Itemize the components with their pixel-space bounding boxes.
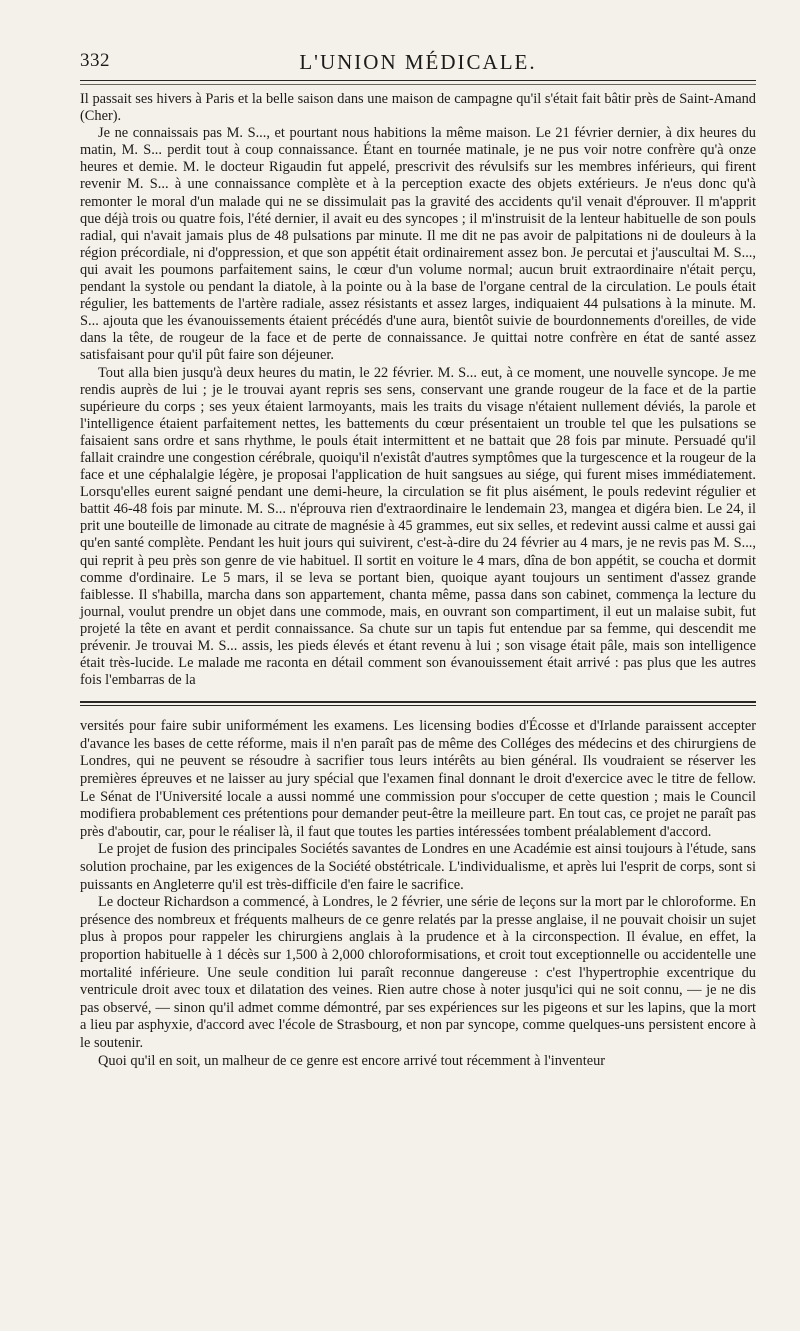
article-paragraph: Tout alla bien jusqu'à deux heures du matin, le 22 février. M. S... eut, à ce moment, une nouvelle syncope. Je me rendis auprès de lui ; je le trouvai ayant repris ses sens, conservant une grande rougeur de la face et de la partie supérieure du corps ; ses yeux étaient larmoyants, mais les traits du visage n'étaient nullement déviés, la parole et l'intelligence étaient parfaitement nettes, les battements du cœur présentaient un trouble tel que les pulsations se faisaient sans ordre et sans rhythme, le pouls était intermittent et ne battait que 28 fois par minute. Persuadé qu'il fallait craindre une congestion cérébrale, quoiqu'il n'existât d'autres symptômes que la turgescence et la rougeur de la face et une céphalalgie légère, je proposai l'application de huit sangsues au siége, qui furent mises immédiatement. Lorsqu'elles eurent saigné pendant une demi-heure, la circulation se fit plus aisément, le pouls redevint régulier et battit 46-48 fois par minute. M. S... n'éprouva rien d'extraordinaire le lendemain 23, mangea et digéra bien. Le 24, il prit une bouteille de limonade au citrate de magnésie à 45 grammes, eut six selles, et redevint aussi calme et aussi gai qu'en santé complète. Pendant les huit jours qui suivirent, c'est-à-dire du 24 février au 4 mars, je ne revis pas M. S..., qui reprit à peu près son genre de vie habituel. Il sortit en voiture le 4 mars, dîna de bon appétit, se coucha et dormit comme d'ordinaire. Le 5 mars, il se leva se portant bien, quoique ayant toujours un sentiment d'assez grande faiblesse. Il s'habilla, marcha dans son appartement, chanta même, passa dans son cabinet, commença la lecture du journal, voulut prendre un objet dans une commode, mais, en ouvrant son compartiment, il eut un malaise subit, fut projeté la tête en avant et perdit connaissance. Sa chute sur un tapis fut entendue par sa femme, qui descendit me prévenir. Je trouvai M. S... assis, les pieds élevés et étant revenu à lui ; son visage était pâle, mais son intelligence était très-lucide. Le malade me raconta en détail comment son évanouissement était arrivé : pas plus que les autres fois l'embarras de la: [80, 364, 756, 689]
header-rule: [80, 80, 756, 81]
feuilleton-paragraph: Quoi qu'il en soit, un malheur de ce genre est encore arrivé tout récemment à l'inventeur: [98, 1052, 606, 1069]
feuilleton-paragraph: versités pour faire subir uniformément les examens. Les licensing bodies d'Écosse et d'Irlande paraissent accepter d'avance les bases de cette réforme, mais il n'en paraît pas de même des Colléges des médecins et des chirurgiens de Londres, qui ne peuvent se résoudre à sacrifier tous leurs intérêts au bien général. Ils voudraient se réserver les premières épreuves et ne laisser au jury spécial que l'examen final donnant le droit d'exercice avec le titre de fellow. Le Sénat de l'Université locale a aussi nommé une commission pour s'occuper de cette question ; mais le Council modifiera probablement ces prétentions pour demander peut-être la meilleure part. En tout cas, ce projet ne paraît pas près d'aboutir, car, pour le réaliser là, il faut que toutes les parties intéressées tombent préalablement d'accord.: [80, 718, 756, 840]
running-head: [80, 44, 756, 78]
journal-title: L'UNION MÉDICALE.: [299, 50, 537, 74]
feuilleton-body: [80, 718, 756, 1070]
article-paragraph: Il passait ses hivers à Paris et la belle saison dans une maison de campagne qu'il s'était fait bâtir près de Saint-Amand (Cher).: [80, 91, 756, 125]
article-paragraph: Je ne connaissais pas M. S..., et pourtant nous habitions la même maison. Le 21 février dernier, à dix heures du matin, M. S... perdit tout à coup connaissance. Étant en tournée matinale, je ne pus voir notre confrère qu'à onze heures et demie. M. le docteur Rigaudin fut appelé, prescrivit des révulsifs sur les membres inférieurs, qui firent revenir M. S... à une connaissance complète et à la perception exacte des objets extérieurs. Je n'eus donc qu'à remonter le moral d'un malade qui ne se dissimulait pas la gravité des accidents qu'il venait d'éprouver. Il m'apprit que déjà trois ou quatre fois, l'été dernier, il avait eu des syncopes ; il m'instruisit de la lenteur habituelle de son pouls radial, qui n'avait jamais plus de 48 pulsations par minute. Il me dit ne pas avoir de palpitations ni de douleurs à la région précordiale, ni d'oppression, et que son appétit était ordinairement assez bon. Je percutai et j'auscultai M. S..., qui avait les poumons parfaitement sains, le cœur d'un volume normal; aucun bruit extraordinaire n'était perçu, pendant la systole ou pendant la diatole, à la pointe ou à la base de l'organe central de la circulation. Le pouls était régulier, les battements de l'artère radiale, assez résistants et assez larges, indiquaient 44 pulsations à la minute. M. S... ajouta que les évanouissements étaient précédés d'une aura, bientôt suivie de bourdonnements d'oreilles, de vide dans la tête, de rougeur de la face et de perte de connaissance. Je quittai notre confrère en état de santé assez satisfaisant pour qu'il pût faire son déjeuner.: [80, 125, 756, 364]
feuilleton-paragraph: Le docteur Richardson a commencé, à Londres, le 2 février, une série de leçons sur la mort par le chloroforme. En présence des nombreux et fréquents malheurs de ce genre relatés par la presse anglaise, il ne pouvait choisir un sujet plus à propos pour rappeler les chirurgiens anglais à la prudence et à la circonspection. Il évalue, en effet, la proportion habituelle à 1 décès sur 1,500 à 2,000 chloroformisations, et croit tout exceptionnelle ou accidentelle une mortalité inférieure. Une seule condition lui paraît reconnue dangereuse : c'est l'hypertrophie excentrique du ventricule droit avec toux et dilatation des veines. Rien autre chose à noter jusqu'ici qui ne soit connu, — je ne dis pas observé, — sinon qu'il admet comme démontré, par ses expériences sur les pigeons et sur les lapins, que la mort a lieu par asphyxie, d'accord avec l'école de Strasbourg, et non par syncope, comme quelques-uns persistent encore à le soutenir.: [80, 894, 756, 1051]
header-rule-thin: [80, 84, 756, 85]
feuilleton-paragraph: Le projet de fusion des principales Sociétés savantes de Londres en une Académie est ainsi toujours à l'étude, sans solution prochaine, par les exigences de la Société obstétricale. L'individualisme, et après lui l'esprit de corps, sont si puissants en Angleterre qu'il est très-difficile d'en faire le sacrifice.: [80, 841, 756, 893]
article-body: [80, 91, 756, 689]
feuilleton-divider: [80, 701, 756, 706]
page-number: 332: [80, 50, 110, 71]
